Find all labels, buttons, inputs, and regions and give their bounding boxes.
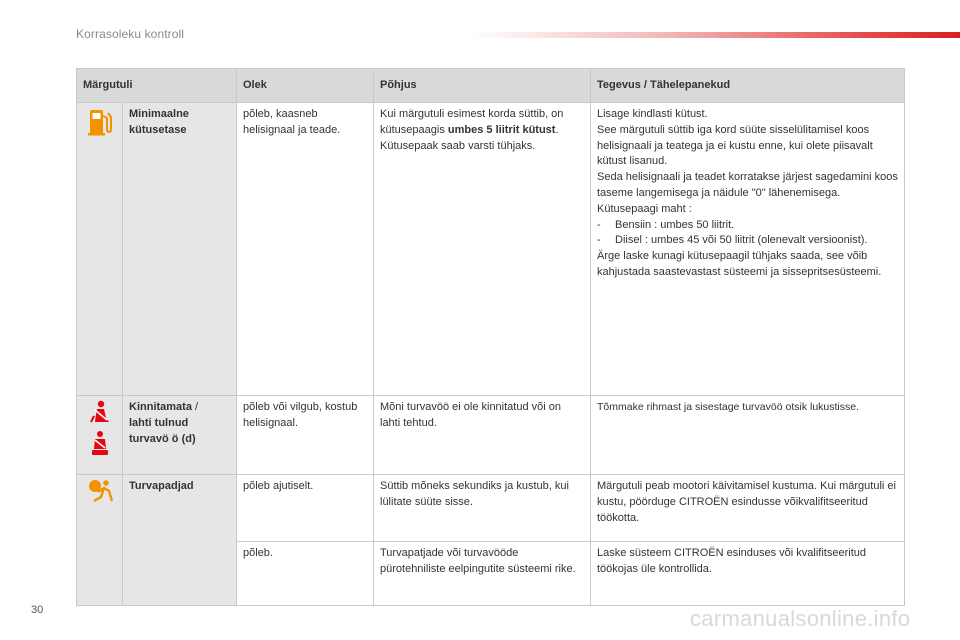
column-header-cause: Põhjus [374, 69, 591, 103]
header-accent-bar [470, 32, 960, 38]
airbag-fault-action: Laske süsteem CITROËN esinduses või kvalifitseeritud töökojas üle kontrollida. [591, 542, 905, 606]
seatbelt-state: põleb või vilgub, kostub helisignaal. [237, 396, 374, 475]
fuel-capacity-bullet [597, 233, 898, 249]
seatbelt-icon-cell [77, 396, 123, 475]
seatbelt-cause: Mõni turvavöö ei ole kinnitatud või on lahti tehtud. [374, 396, 591, 475]
page-header-title: Korrasoleku kontroll [76, 27, 185, 41]
seatbelt-name-separator: / [191, 401, 199, 413]
seatbelt-name-part: lahti tulnud turvavö ö (d) [129, 416, 196, 445]
bullet-dash: - [597, 218, 601, 231]
bullet-text: Bensiin : umbes 50 liitrit. [615, 218, 735, 231]
fuel-action-line: Seda helisignaali ja teadet korratakse järjest sagedamini koos taseme langemisega ja näidule "0" lähenemisega. [597, 171, 898, 199]
fuel-cause [374, 103, 591, 396]
table-header-row [77, 69, 905, 103]
fuel-pump-icon [87, 107, 113, 137]
table-row-airbag [77, 475, 905, 542]
fuel-action-line: Kütusepaagi maht : [597, 202, 692, 215]
fuel-icon-cell [77, 103, 123, 396]
seatbelt-indicator-name [123, 396, 237, 475]
seatbelt-action: Tõmmake rihmast ja sisestage turvavöö otsik lukustisse. [591, 396, 905, 475]
airbag-action: Märgutuli peab mootori käivitamisel kustuma. Kui märgutuli ei kustu, pöörduge CITROËN esindusse võikvalifitseeritud töökotta. [591, 475, 905, 542]
fuel-action [591, 103, 905, 396]
bullet-dash: - [597, 234, 601, 247]
watermark-text: carmanualsonline.info [690, 606, 911, 631]
page-number: 30 [31, 604, 44, 616]
fuel-action-line: Lisage kindlasti kütust. [597, 108, 708, 120]
seatbelt-name-part: Kinnitamata [129, 401, 192, 413]
table-row-seatbelt [77, 396, 905, 475]
warning-lights-table [76, 68, 905, 606]
fuel-indicator-name: Minimaalne kütusetase [123, 103, 237, 396]
fuel-state: põleb, kaasneb helisignaal ja teade. [237, 103, 374, 396]
fuel-capacity-bullet [597, 218, 898, 234]
airbag-state: põleb ajutiselt. [237, 475, 374, 542]
fuel-cause-text-end: . Kütusepaak saab varsti tühjaks. [380, 123, 559, 152]
fuel-action-line: Ärge laske kunagi kütusepaagil tühjaks saada, see võib kahjustada saastevastast süsteemi ja sissepritsesüsteemi. [597, 250, 882, 278]
airbag-icon [85, 479, 115, 505]
fuel-cause-bold: umbes 5 liitrit kütust [447, 123, 556, 136]
bullet-text: Diisel : umbes 45 või 50 liitrit (olenevalt versioonist). [615, 234, 868, 247]
fuel-cause-text: Kui märgutuli esimest korda süttib, on kütusepaagis [380, 108, 564, 136]
fuel-action-line: See märgutuli süttib iga kord süüte sisselülitamisel koos helisignaali ja teatega ja ei kustu enne, kui olete piisavalt kütust lisanud. [597, 123, 873, 168]
airbag-cause: Süttib mõneks sekundiks ja kustub, kui lülitate süüte sisse. [374, 475, 591, 542]
seatbelt-icon [87, 400, 113, 424]
rear-seatbelt-icon [87, 430, 113, 456]
column-header-indicator: Märgutuli [77, 69, 237, 103]
airbag-icon-cell [77, 475, 123, 606]
airbag-fault-state: põleb. [237, 542, 374, 606]
airbag-fault-cause: Turvapatjade või turvavööde pürotehniliste eelpingutite süsteemi rike. [374, 542, 591, 606]
table-row-fuel [77, 103, 905, 396]
column-header-action: Tegevus / Tähelepanekud [591, 69, 905, 103]
column-header-state: Olek [237, 69, 374, 103]
airbag-indicator-name: Turvapadjad [123, 475, 237, 606]
